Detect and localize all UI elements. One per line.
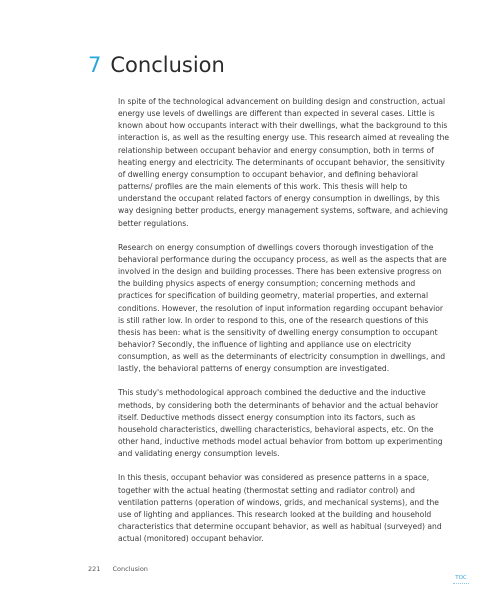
paragraph: This study's methodological approach combined the deductive and the inductive methods, by considering both the determinants of behavior and the actual behavior itself. Deductive methods dissect energy consumption into its factors, such as household characteristics, dwelling characteristics, behavioral aspects, etc. On the other hand, inductive methods model actual behavior from bottom up experimenting and validating energy consumption levels. <box>118 388 443 459</box>
paragraph: Research on energy consumption of dwellings covers thorough investigation of the behavioral performance during the occupancy process, as well as the aspects that are involved in the design and building processes. There has been extensive progress on the building physics aspects of energy consumption; concerning methods and practices for specification of building geometry, material properties, and external conditions. However, the resolution of input information regarding occupant behavior is still rather low. In order to respond to this, one of the research questions of this thesis has been: what is the sensitivity of dwelling energy consumption to occupant behavior? Secondly, the influence of lighting and appliance use on electricity consumption, as well as the determinants of electricity consumption in dwellings, and lastly, the behavioral patterns of energy consumption are investigated. <box>118 242 447 374</box>
footer-section-title: Conclusion <box>112 565 148 573</box>
chapter-number: 7 <box>88 53 102 77</box>
toc-link[interactable] <box>453 575 469 584</box>
chapter-heading <box>88 52 225 78</box>
body-text <box>118 96 450 557</box>
page-footer <box>88 565 148 573</box>
paragraph: In spite of the technological advancement on building design and construction, actual energy use levels of dwellings are different than expected in several cases. Little is known about how occupants interact with their dwellings, what the background to this interaction is, as well as the resulting energy use. This research aimed at revealing the relationship between occupant behavior and energy consumption, both in terms of heating energy and electricity. The determinants of occupant behavior, the sensitivity of dwelling energy consumption to occupant behavior, and defining behavioral patterns/ profiles are the main elements of this work. This thesis will help to understand the occupant related factors of energy consumption in dwellings, by this way designing better products, energy management systems, software, and achieving better regulations. <box>118 97 450 228</box>
paragraph: In this thesis, occupant behavior was considered as presence patterns in a space, together with the actual heating (thermostat setting and radiator control) and ventilation patterns (operation of windows, grids, and mechanical systems), and the use of lighting and appliances. This research looked at the building and household characteristics that determine occupant behavior, as well as habitual (surveyed) and actual (monitored) occupant behavior. <box>118 473 442 544</box>
chapter-title: Conclusion <box>110 53 225 77</box>
page-number: 221 <box>88 565 101 573</box>
toc-label: TOC <box>455 575 467 581</box>
toc-underline <box>453 583 469 584</box>
